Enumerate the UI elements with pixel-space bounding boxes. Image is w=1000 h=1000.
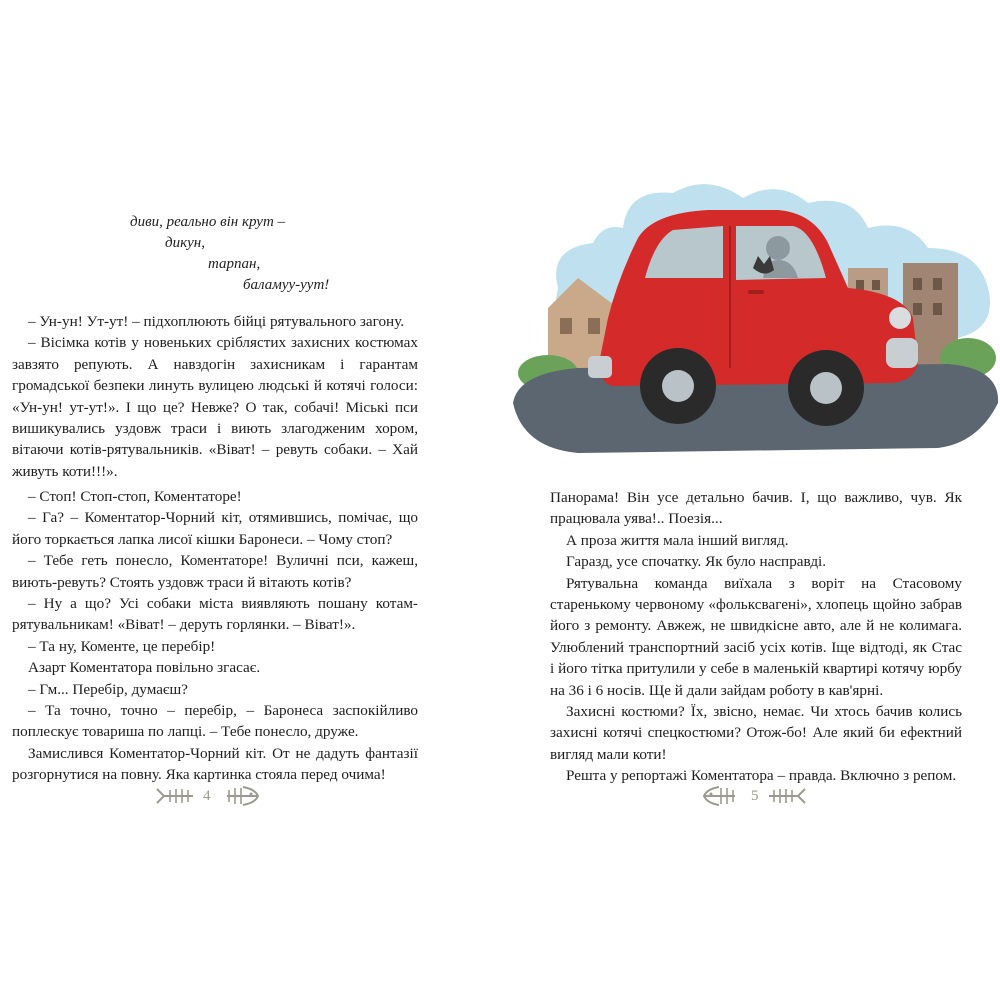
page-number: 5: [751, 787, 759, 804]
paragraph: – Та точно, точно – перебір, – Баронеса заспокійливо поплескує товариша по лапці. – Тебе понесло, друже.: [12, 702, 418, 741]
paragraph: Захисні костюми? Їх, звісно, немає. Чи хтось бачив колись захисні котячі спецкостюми? Отож-бо! Але який би ефектний вигляд мали коти!: [550, 703, 962, 763]
page-number: 4: [203, 787, 211, 804]
fish-bone-icon: [155, 785, 195, 807]
paragraph: Рятувальна команда виїхала з воріт на Стасовому старенькому червоному «фольксвагені», хлопець щойно забрав його з ремонту. Авжеж, не швидкісне авто, але й не колимага. Улюблений транспортний засіб усіх котів. Іще відтоді, як Стас і його тітка притулили у себе в маленькій квартирі котячу юрбу на 36 і 6 носів. Ще й дали зайдам роботу в кав'ярні.: [550, 574, 962, 699]
fish-bone-icon: [767, 785, 807, 807]
paragraph: Гаразд, усе спочатку. Як було насправді.: [566, 553, 827, 571]
paragraph: – Вісімка котів у новеньких сріблястих захисних костюмах завзято репують. А навздогін захисникам і гарантам громадської безпеки линуть вулицею людські й котячі голоси: «Ун-ун! ут-ут!». І що це? Невже? О так, собачі! Міські пси вишикувались уздовж траси і виють злагодженим хором, вітаючи котів-рятувальників. «Віват! – ревуть собаки. – Хай живуть коти!!!».: [12, 334, 418, 480]
paragraph: – Ну а що? Усі собаки міста виявляють пошану котам-рятувальникам! «Віват! – деруть горлянки. – Віват!».: [12, 595, 418, 634]
fish-bone-icon: [219, 785, 259, 807]
right-page: [500, 0, 1000, 1000]
paragraph: А проза життя мала інший вигляд.: [566, 531, 789, 549]
right-text-block: [550, 487, 962, 787]
paragraph: Азарт Коментатора повільно згасає.: [28, 659, 261, 677]
paragraph: – Ун-ун! Ут-ут! – підхоплюють бійці рятувального загону.: [28, 313, 405, 330]
left-text-block-1: [12, 311, 418, 482]
fish-bone-icon: [703, 785, 743, 807]
paragraph: – Та ну, Коменте, це перебір!: [28, 637, 216, 655]
paragraph: – Тебе геть понесло, Коментаторе! Вуличні пси, кажеш, виють-ревуть? Стоять уздовж траси й вітають котів?: [12, 552, 418, 591]
paragraph: – Стоп! Стоп-стоп, Коментаторе!: [28, 488, 242, 505]
left-text-block-2: [12, 486, 418, 786]
paragraph: – Гм... Перебір, думаєш?: [28, 680, 188, 698]
poem-line: баламуу-уут!: [243, 277, 330, 293]
paragraph: Панорама! Він усе детально бачив. І, що важливо, чув. Як працювала уява!.. Поезія...: [550, 489, 962, 528]
poem-line: диви, реально він крут –: [130, 214, 286, 230]
car-illustration: [508, 168, 1000, 468]
page-number-left: [155, 785, 259, 807]
paragraph: – Га? – Коментатор-Чорний кіт, отямившись, помічає, що його торкається лапка лисої кішки Баронеси. – Чому стоп?: [12, 509, 418, 548]
page-number-right: [703, 785, 807, 807]
paragraph: Решта у репортажі Коментатора – правда. Включно з репом.: [566, 767, 957, 785]
poem-line: дикун,: [165, 235, 205, 251]
poem-line: тарпан,: [208, 256, 261, 272]
paragraph: Замислився Коментатор-Чорний кіт. От не дадуть фантазії розгорнутися на повну. Яка картинка стояла перед очима!: [12, 744, 418, 784]
